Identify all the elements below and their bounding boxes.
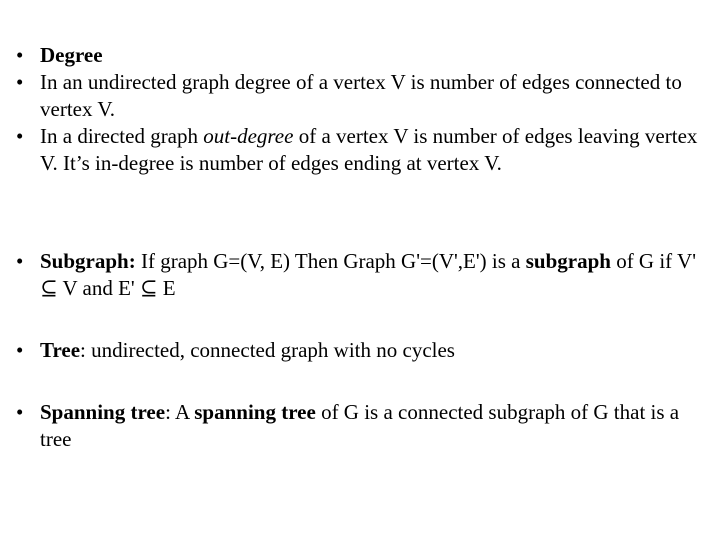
subgraph-section — [16, 248, 706, 302]
bullet-spanning-tree — [16, 399, 706, 453]
subgraph-text-1: If graph G=(V, E) Then Graph G'=(V',E') is a — [135, 249, 526, 273]
subgraph-text-2: of G if V' ⊆ V and E' ⊆ E — [40, 249, 696, 300]
spanning-tree-text-1: : A — [165, 400, 195, 424]
bullet-degree-heading — [16, 42, 706, 69]
spanning-tree-text-2: of G is a connected subgraph of G that is a tree — [40, 400, 680, 451]
subgraph-term: Subgraph: — [40, 249, 136, 273]
degree-heading: Degree — [40, 43, 103, 67]
degree-directed-text-before: In a directed graph — [40, 124, 204, 148]
tree-text: : undirected, connected graph with no cycles — [80, 338, 455, 362]
spanning-tree-term: Spanning tree — [40, 400, 166, 424]
spanning-tree-term-2: spanning tree — [194, 400, 316, 424]
degree-section — [16, 42, 706, 177]
bullet-subgraph — [16, 248, 706, 302]
out-degree-term: out-degree — [203, 124, 294, 148]
tree-term: Tree — [40, 338, 81, 362]
degree-undirected-text: In an undirected graph degree of a vertex V is number of edges connected to vertex V. — [40, 70, 682, 121]
spanning-tree-section — [16, 399, 706, 453]
bullet-degree-undirected — [16, 69, 706, 123]
bullet-degree-directed — [16, 123, 706, 177]
degree-directed-text-after: of a vertex V is number of edges leaving vertex V. It’s in-degree is number of edges ending at vertex V. — [40, 124, 698, 175]
tree-section — [16, 337, 706, 364]
bullet-tree — [16, 337, 706, 364]
subgraph-term-2: subgraph — [525, 249, 611, 273]
